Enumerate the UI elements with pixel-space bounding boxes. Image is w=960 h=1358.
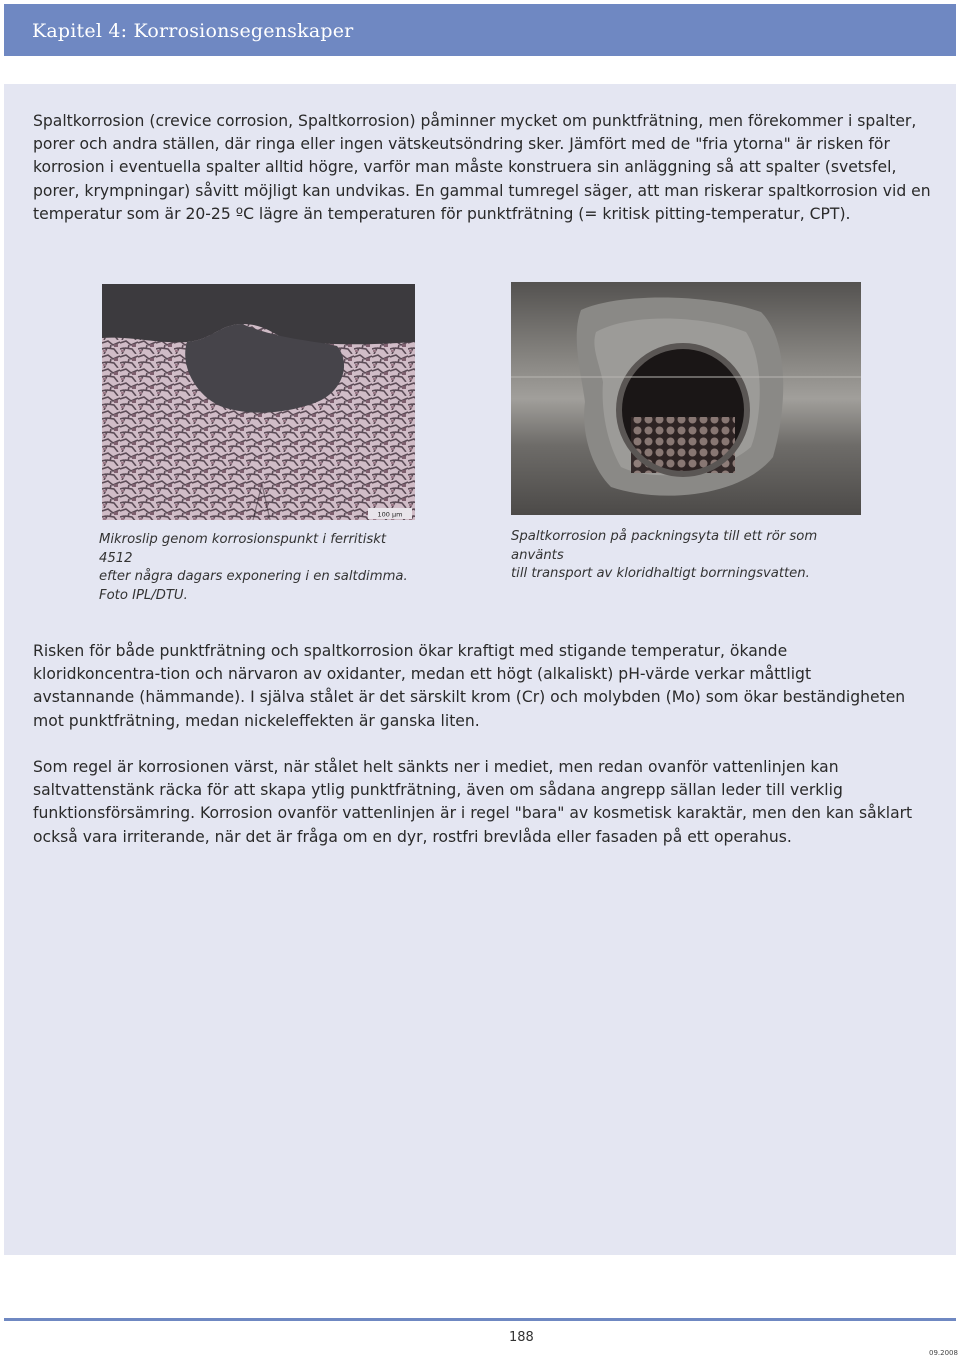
caption-line: Foto IPL/DTU. — [99, 587, 188, 603]
paragraph-crevice-corrosion: Spaltkorrosion (crevice corrosion, Spaltkorrosion) påminner mycket om punktfrätning, men förekommer i spalter, porer och andra ställen, där ringa eller ingen vätskeutsöndring sker. Jämfört med de "fria ytorna" är risken för korrosion i eventuella spalter alltid högre, varför man måste konstruera sin anläggning så att spalter (svetsfel, porer, krympningar) såvitt möjligt kan undvikas. En gammal tumregel säger, att man riskerar spaltkorrosion vid en temperatur som är 20-25 ºC lägre än temperaturen för punktfrätning (= kritisk pitting-temperatur, CPT). — [33, 112, 931, 223]
paragraph-waterline: Som regel är korrosionen värst, när stålet helt sänkts ner i mediet, men redan ovanför vattenlinjen kan saltvattenstänk räcka för att skapa ytlig punktfrätning, även om sådana angrepp sällan leder till verklig funktionsförsämring. Korrosion ovanför vattenlinjen är i regel "bara" av kosmetisk karaktär, men den kan såklart också vara irriterande, när det är fråga om en dyr, rostfri brevlåda eller fasaden på ett operahus. — [33, 758, 913, 846]
figure-caption-micrograph — [99, 531, 419, 605]
caption-line: till transport av kloridhaltigt borrningsvatten. — [511, 566, 810, 581]
caption-line: efter några dagars exponering i en saltdimma. — [99, 569, 408, 584]
chapter-title: Kapitel 4: Korrosionsegenskaper — [32, 20, 354, 42]
micrograph-photo — [102, 284, 415, 520]
micrograph-image — [102, 284, 415, 520]
figure-caption-pipe — [511, 528, 871, 584]
pipe-crevice-photo — [511, 282, 861, 515]
footer-date: 09.2008 — [929, 1349, 958, 1357]
footer-divider — [4, 1318, 956, 1321]
paragraph-temperature-effect: Risken för både punktfrätning och spaltkorrosion ökar kraftigt med stigande temperatur, ökande kloridkoncentra-tion och närvaron av oxidanter, medan ett högt (alkaliskt) pH-värde verkar måttligt avstannande (hämmande). I själva stålet är det särskilt krom (Cr) och molybden (Mo) som ökar beständigheten mot punktfrätning, medan nickeleffekten är ganska liten. — [33, 642, 906, 730]
caption-line: Mikroslip genom korrosionspunkt i ferritiskt 4512 — [99, 532, 387, 566]
page-number: 188 — [509, 1330, 534, 1345]
pipe-crevice-image — [511, 282, 861, 515]
caption-line: Spaltkorrosion på packningsyta till ett rör som använts — [511, 529, 818, 563]
chapter-header-bar — [4, 4, 956, 56]
scale-bar-label: 100 µm — [377, 510, 403, 519]
